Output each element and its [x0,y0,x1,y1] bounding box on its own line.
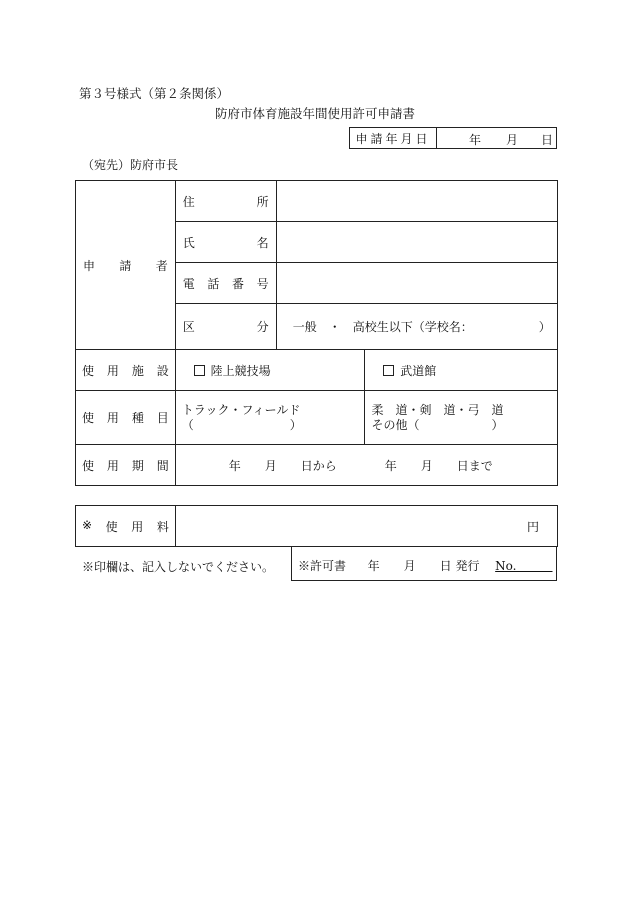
period-value: 年 月 日から 年 月 日まで [228,458,493,473]
note-text: ※印欄は、記入しないでください。 [82,560,275,574]
fee-field[interactable] [175,506,557,547]
category-value: 一般 ・ 高校生以下（学校名： ） [292,320,551,334]
facility-option-budokan-label: 武道館 [400,363,437,378]
page-title: 防府市体育施設年間使用許可申請書 [214,106,415,121]
permit-date: 年 月 日 発行 [367,559,480,573]
address-label: 住 所 [175,181,276,222]
category-label: 区 分 [175,304,276,350]
application-date-label: 申請年月日 [350,128,437,149]
usage-budo-line1: 柔 道・剣 道・弓 道 [371,402,504,417]
facility-option-track[interactable] [175,350,365,391]
day-label: 日 [541,133,554,147]
period-field[interactable] [175,445,557,486]
form-number: 第３号様式（第２条関係） [79,86,230,101]
address-field[interactable] [276,181,557,222]
permit-label: ※許可書 [298,559,347,573]
facility-label: 使 用 施 設 [76,350,176,391]
phone-field[interactable] [276,263,557,304]
fee-unit: 円 [526,519,539,534]
category-field[interactable] [276,304,557,350]
name-label: 氏 名 [175,222,276,263]
usage-type-budo-field[interactable] [365,391,558,445]
application-table [75,180,558,486]
checkbox-icon[interactable] [194,365,205,376]
application-date-field[interactable] [437,128,557,149]
year-label: 年 [469,133,482,147]
checkbox-icon[interactable] [383,365,394,376]
addressee: （宛先）防府市長 [82,158,179,172]
facility-option-track-label: 陸上競技場 [210,363,271,378]
facility-option-budokan[interactable] [365,350,558,391]
permit-box [291,546,557,581]
usage-budo-line2: その他（ ） [371,417,504,432]
applicant-section-label: 申 請 者 [76,181,176,350]
fee-label: ※ 使 用 料 [76,506,176,547]
usage-type-track-field[interactable] [175,391,365,445]
usage-track-line1: トラック・フィールド [181,402,301,417]
usage-track-line2: （ ） [181,417,302,432]
fee-table [75,505,558,547]
permit-number: No. [495,559,553,573]
usage-type-label: 使 用 種 目 [76,391,176,445]
period-label: 使 用 期 間 [76,445,176,486]
name-field[interactable] [276,222,557,263]
month-label: 月 [506,133,519,147]
application-date-box [349,127,557,149]
phone-label: 電 話 番 号 [175,263,276,304]
